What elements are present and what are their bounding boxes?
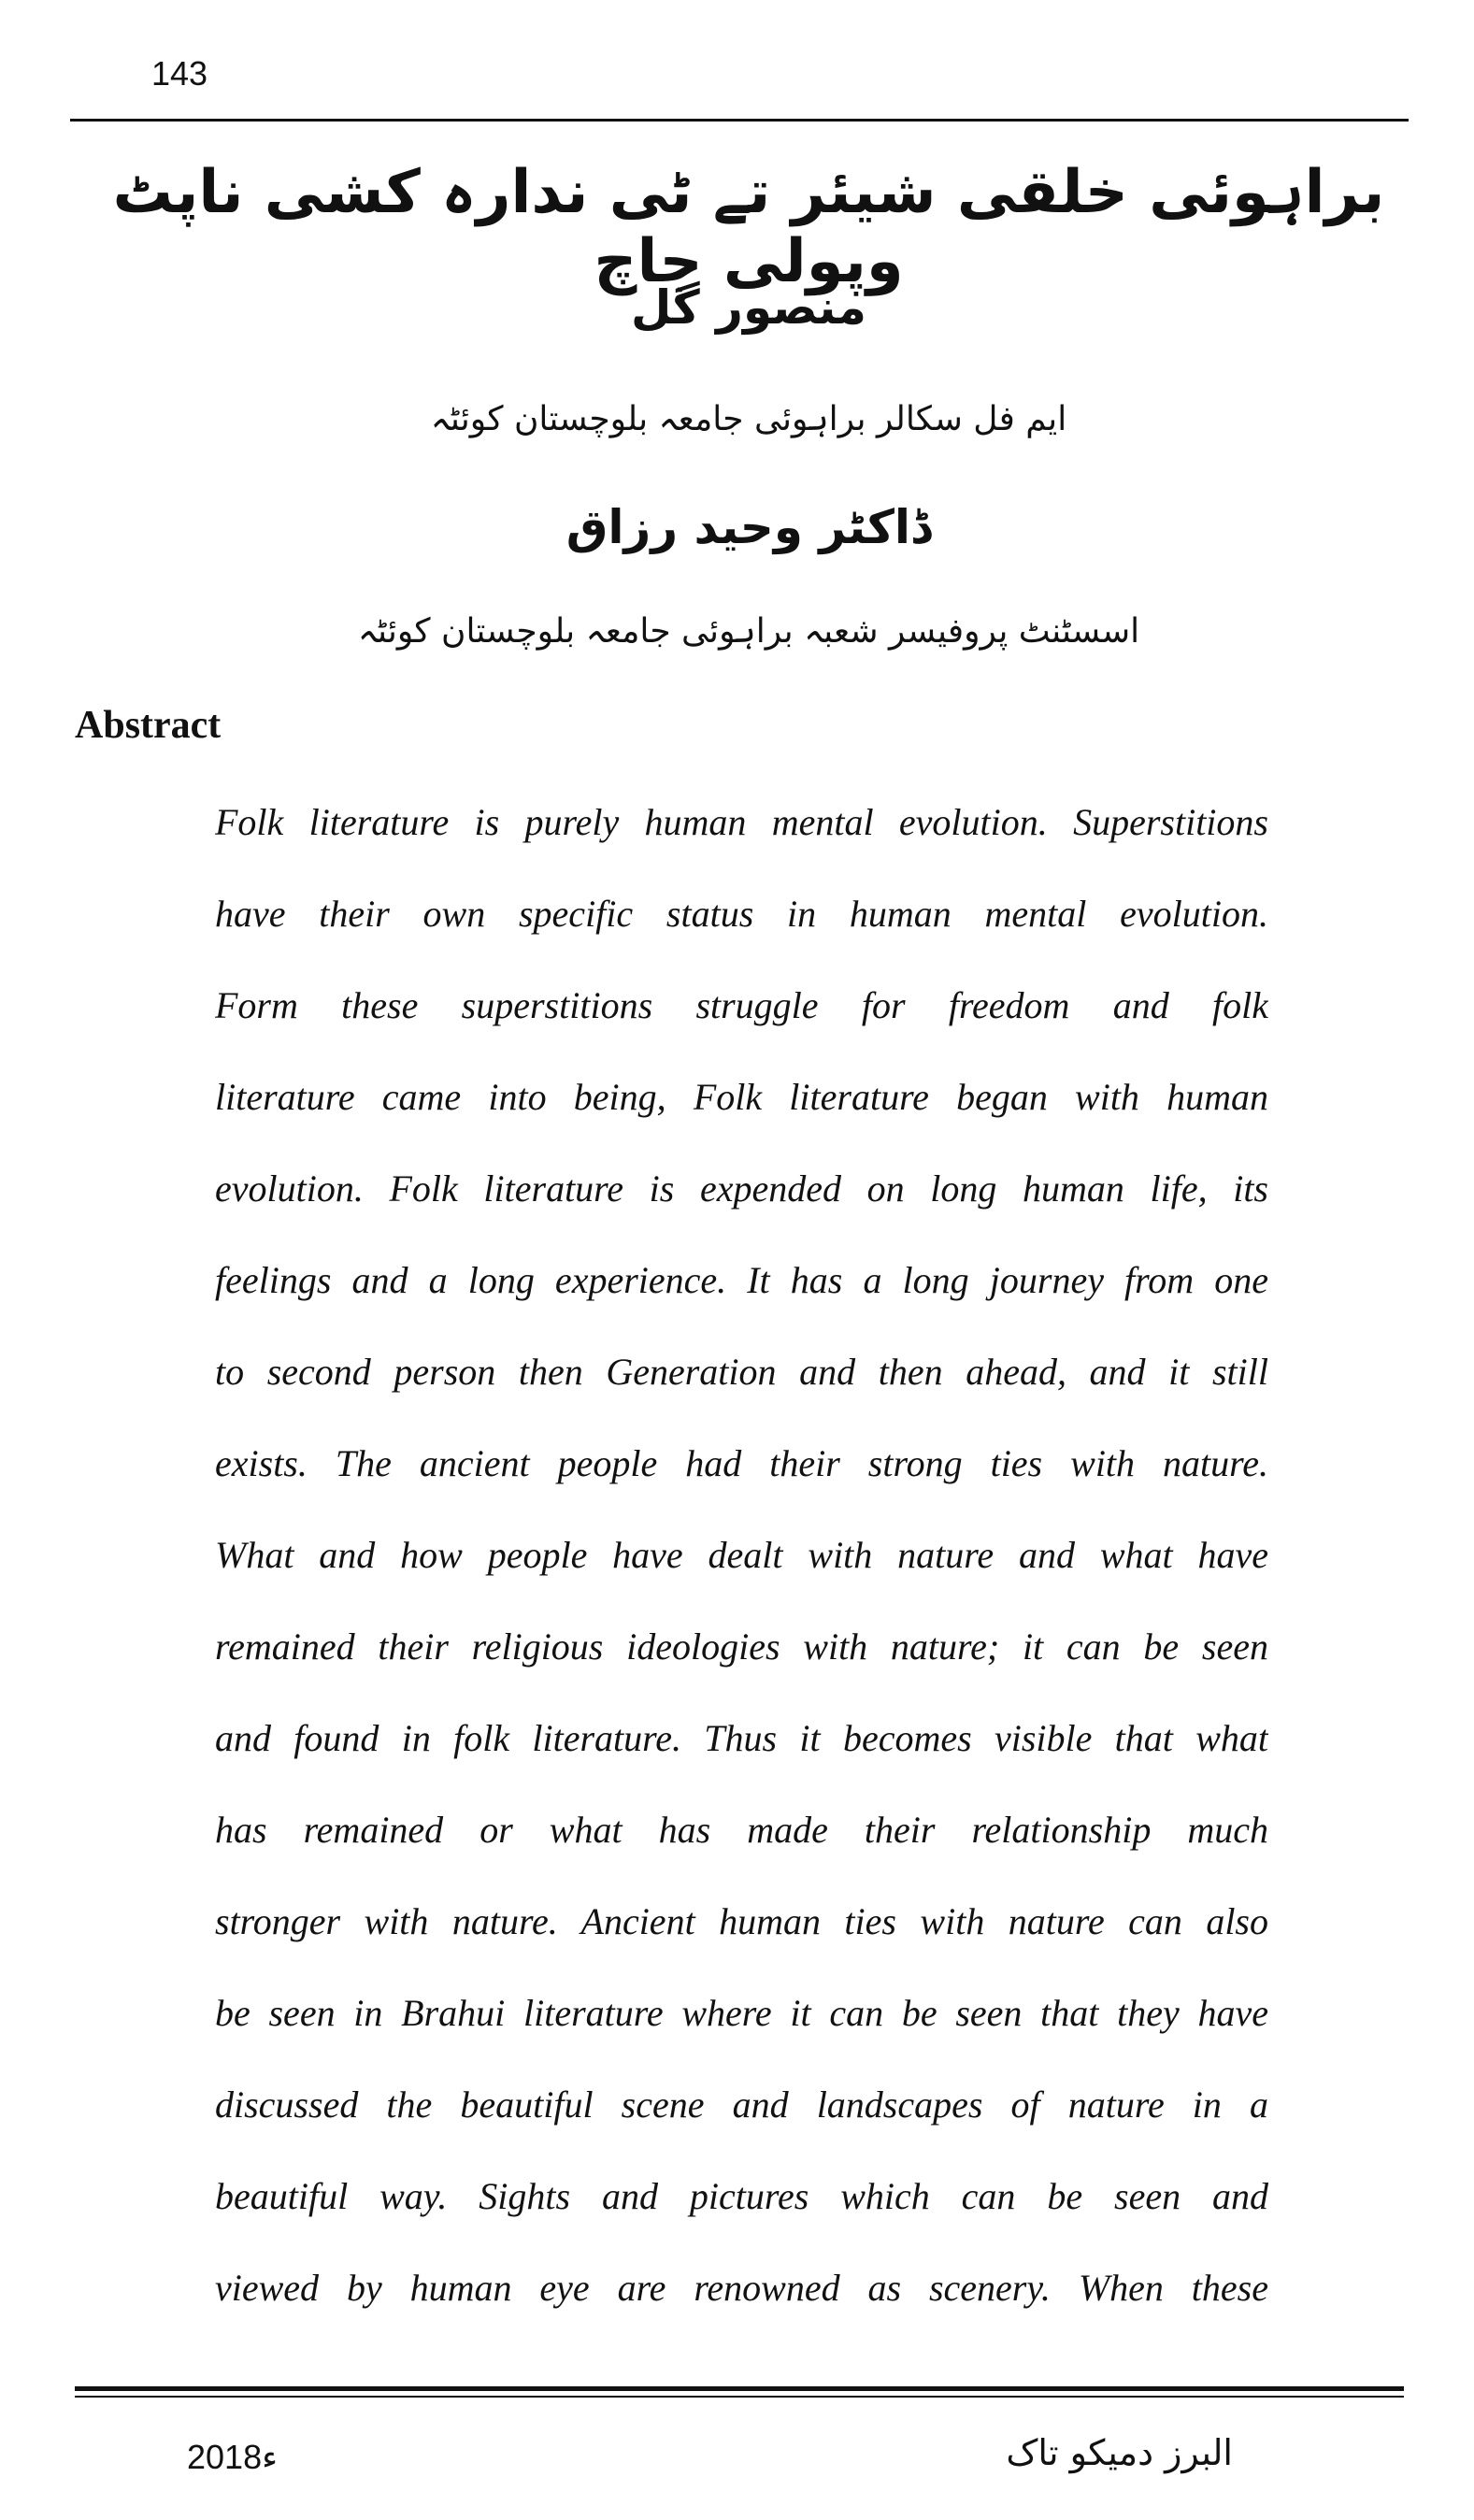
footer-journal-name: البرز دمیکو تاک <box>1006 2432 1233 2473</box>
page-number: 143 <box>151 54 208 93</box>
abstract-line: evolution. Folk literature is expended on long human life, its <box>215 1167 1268 1210</box>
footer-rule-thin <box>75 2396 1404 2398</box>
abstract-line: feelings and a long experience. It has a long journey from one <box>215 1259 1268 1301</box>
abstract-line: have their own specific status in human mental evolution. <box>215 893 1268 935</box>
abstract-line: has remained or what has made their relationship much <box>215 1809 1268 1851</box>
abstract-line: be seen in Brahui literature where it can be seen that they have <box>215 1992 1268 2034</box>
abstract-line: discussed the beautiful scene and landscapes of nature in a <box>215 2083 1268 2126</box>
abstract-line: stronger with nature. Ancient human ties with nature can also <box>215 1900 1268 1942</box>
abstract-line: literature came into being, Folk literature began with human <box>215 1076 1268 1118</box>
footer-rule-thick <box>75 2386 1404 2391</box>
author-affiliation-2: اسسٹنٹ پروفیسر شعبہ براہوئی جامعہ بلوچستان کوئٹہ <box>357 612 1140 651</box>
abstract-line: viewed by human eye are renowned as scenery. When these <box>215 2267 1268 2309</box>
abstract-line: Form these superstitions struggle for freedom and folk <box>215 984 1268 1026</box>
article-title: براہوئی خلقی شیئر تے ٹی ندارہ کشی ناپٹ وپولی جاچ <box>112 158 1385 296</box>
abstract-heading: Abstract <box>75 704 222 747</box>
author-affiliation-1: ایم فل سکالر براہوئی جامعہ بلوچستان کوئٹہ <box>430 400 1067 438</box>
footer-year: 2018ء <box>187 2438 279 2476</box>
author-name-1: منصور گل <box>631 280 866 335</box>
abstract-line: remained their religious ideologies with nature; it can be seen <box>215 1625 1268 1668</box>
author-name-2: ڈاکٹر وحید رزاق <box>565 500 932 554</box>
abstract-body <box>215 785 1268 2342</box>
abstract-line: beautiful way. Sights and pictures which can be seen and <box>215 2175 1268 2217</box>
abstract-line: exists. The ancient people had their strong ties with nature. <box>215 1442 1268 1484</box>
abstract-line: What and how people have dealt with nature and what have <box>215 1534 1268 1576</box>
abstract-line: to second person then Generation and then ahead, and it still <box>215 1351 1268 1393</box>
abstract-line: Folk literature is purely human mental evolution. Superstitions <box>215 801 1268 843</box>
header-rule <box>70 119 1409 122</box>
abstract-line: and found in folk literature. Thus it becomes visible that what <box>215 1717 1268 1759</box>
